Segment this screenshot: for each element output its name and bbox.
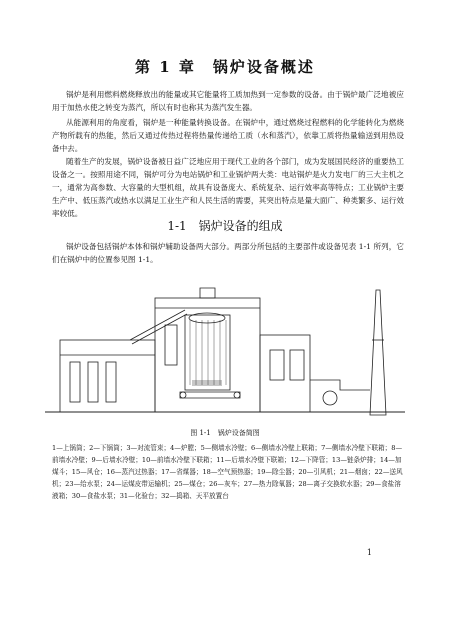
paragraph-1: 锅炉是利用燃料燃烧释放出的能量或其它能量将工质加热到一定参数的设备。由于锅炉最广泛地被应用于加热水使之转变为蒸汽，所以有时也称其为蒸汽发生器。 <box>52 90 404 112</box>
paragraph-3: 随着生产的发展，锅炉设备被日益广泛地应用于现代工业的各个部门，成为发展国民经济的重要热工设备之一。按照用途不同，锅炉可分为电站锅炉和工业锅炉两大类：电站锅炉是火力发电厂的三大主机之一，通常为高参数、大容量的大型机组，故具有设备庞大、系统复杂、运行效率高等特点；工业锅炉主要生产中、低压蒸汽或热水以满足工业生产和人民生活的需要，其突出特点是量大面广、种类繁多、运行效率较低。 <box>52 157 404 218</box>
boiler-diagram <box>40 280 410 420</box>
figure-caption: 图 1-1 锅炉设备简图 <box>190 429 260 437</box>
section-title: 1-1 锅炉设备的组成 <box>167 219 283 233</box>
paragraph-2: 从能源利用的角度看，锅炉是一种能量转换设备。在锅炉中，通过燃烧过程燃料的化学能转化为燃烧产物所载有的热能，然后又通过传热过程将热量传递给工质（水和蒸汽），依靠工质将热量输送到用热设备中去。 <box>52 118 404 153</box>
section-paragraph: 锅炉设备包括锅炉本体和锅炉辅助设备两大部分。两部分所包括的主要部件或设备见表 1-1 所列，它们在锅炉中的位置参见图 1-1。 <box>52 242 404 264</box>
chapter-title: 第 1 章 锅炉设备概述 <box>135 58 315 76</box>
page-number: 1 <box>366 548 372 557</box>
figure-legend: 1—上锅筒；2—下锅筒；3—对流管束；4—炉膛；5—侧墙水冷壁；6—侧墙水冷壁上联箱；7—侧墙水冷壁下联箱；8—前墙水冷壁；9—后墙水冷壁；10—前墙水冷壁下联箱；11—后墙水冷壁下联箱；12—下降管；13—链条炉排；14—加煤斗；15—风仓；16—蒸汽过热器；17—省煤器；18—空气预热器；19—除尘器；20—引风机；21—烟囱；22—送风机；23—给水泵；24—运煤皮带运输机；25—煤仓；26—灰车；27—热力除氧器；28—离子交换软水器；29—食盐溶液箱；30—食盐水泵；31—化验台；32—捣箱、天平放置台 <box>52 444 403 500</box>
